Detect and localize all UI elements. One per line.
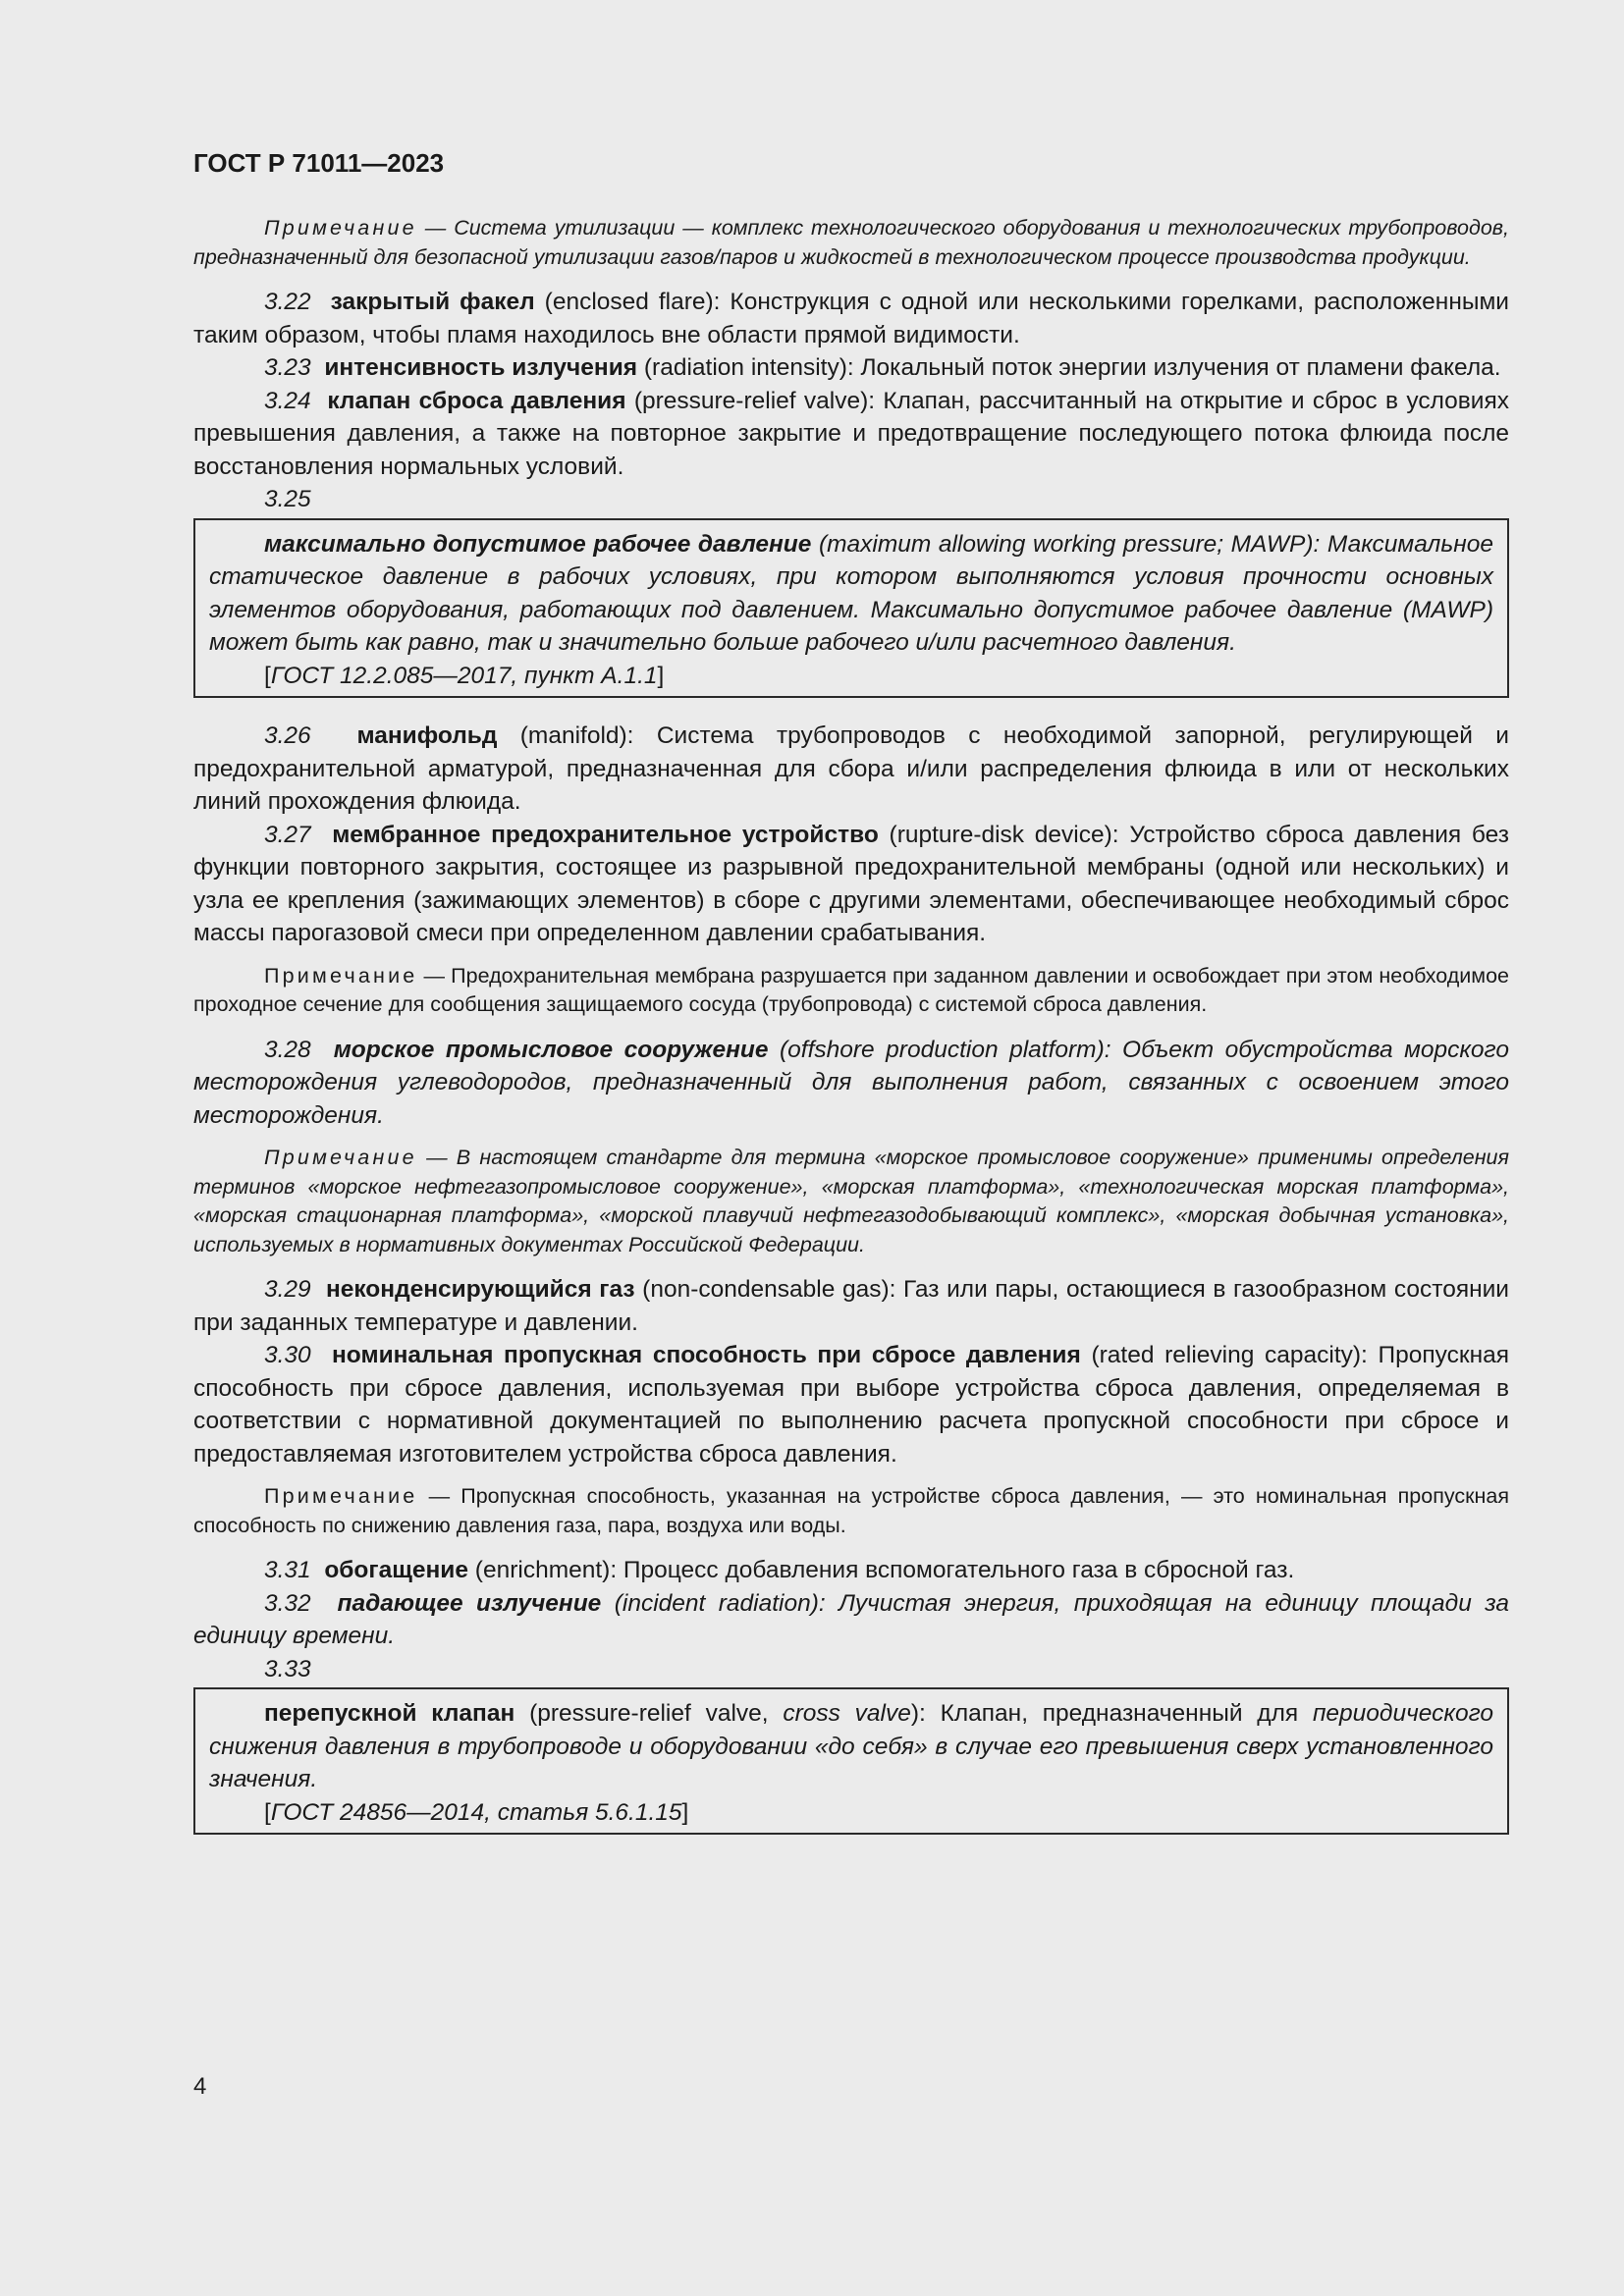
term-3-29	[193, 1273, 1509, 1339]
note-label: Примечание	[264, 1146, 417, 1169]
term-title: номинальная пропускная способность при сбросе давления	[332, 1342, 1081, 1368]
page-content	[193, 143, 1509, 1835]
term-title: перепускной клапан	[264, 1700, 515, 1727]
term-3-23	[193, 351, 1509, 385]
term-number: 3.28	[264, 1036, 311, 1063]
term-number: 3.33	[264, 1655, 311, 1682]
term-3-28	[193, 1034, 1509, 1133]
term-definition: (non-condensable gas): Газ или пары, остающиеся в газообразном состоянии при заданных температуре и давлении.	[193, 1276, 1509, 1336]
term-number: 3.31	[264, 1557, 311, 1583]
term-definition: (manifold): Система трубопроводов с необходимой запорной, регулирующей и предохранительной арматурой, предназначенная для сбора и/или распределения флюида в или от нескольких линий прохождения флюида.	[193, 722, 1509, 815]
term-3-25-box	[193, 518, 1509, 699]
term-3-27	[193, 819, 1509, 950]
term-definition-c: ): Клапан, предназначенный для	[910, 1700, 1313, 1727]
term-definition: (pressure-relief valve): Клапан, рассчитанный на открытие и сброс в условиях превышения давления, а также на повторное закрытие и предотвращение последующего потока флюида после восстановления нормальных условий.	[193, 387, 1509, 480]
note-3-27	[193, 962, 1509, 1020]
term-definition: (rated relieving capacity): Пропускная способность при сбросе давления, используемая при выборе устройства сброса давления, определяемая в соответствии с нормативной документацией по выполнению расчета пропускной способности при сбросе и предоставляемая изготовителем устройства сброса давления.	[193, 1342, 1509, 1468]
ref-bracket-open: [	[264, 662, 271, 689]
term-definition: (enclosed flare): Конструкция с одной или несколькими горелками, расположенными таким образом, чтобы пламя находилось вне области прямой видимости.	[193, 289, 1509, 348]
page-number: 4	[193, 2073, 207, 2100]
note-label: Примечание	[264, 1484, 418, 1508]
note-3-28	[193, 1144, 1509, 1259]
term-title: неконденсирующийся газ	[325, 1276, 635, 1303]
note-3-30	[193, 1482, 1509, 1540]
note-system	[193, 214, 1509, 272]
term-3-25-reference	[209, 660, 1493, 693]
ref-bracket-close: ]	[657, 662, 665, 689]
term-number: 3.32	[264, 1589, 311, 1617]
note-text: — В настоящем стандарте для термина «морское промысловое сооружение» применимы определения терминов «морское нефтегазопромысловое сооружение», «морская платформа», «технологическая морская платформа», «морская стационарная платформа», «морской плавучий нефтегазодобывающий комплекс», «морская добычная установка», используемых в нормативных документах Российской Федерации.	[193, 1146, 1509, 1256]
term-title: мембранное предохранительное устройство	[332, 821, 879, 848]
term-3-26	[193, 720, 1509, 819]
term-3-25	[209, 528, 1493, 660]
term-title: обогащение	[324, 1557, 468, 1583]
term-number: 3.30	[264, 1342, 311, 1368]
term-number: 3.22	[264, 289, 311, 315]
term-title: закрытый факел	[330, 289, 535, 315]
term-number: 3.24	[264, 387, 311, 414]
term-definition: (enrichment): Процесс добавления вспомогательного газа в сбросной газ.	[468, 1557, 1295, 1583]
note-text: — Пропускная способность, указанная на устройстве сброса давления, — это номинальная пропускная способность по снижению давления газа, пара, воздуха или воды.	[193, 1484, 1509, 1537]
term-number: 3.27	[264, 821, 311, 848]
note-text: — Предохранительная мембрана разрушается при заданном давлении и освобождает при этом необходимое проходное сечение для сообщения защищаемого сосуда (трубопровода) с системой сброса давления.	[193, 963, 1509, 1016]
term-definition: (maximum allowing working pressure; MAWP): Максимальное статическое давление в рабочих условиях, при котором выполняются условия прочности основных элементов оборудования, работающих под давлением. Максимально допустимое рабочее давление (MAWP) может быть как равно, так и значительно больше рабочего и/или расчетного давления.	[209, 530, 1493, 656]
term-3-25-number	[193, 483, 1509, 516]
term-title: падающее излучение	[337, 1589, 602, 1617]
term-3-33-box	[193, 1687, 1509, 1835]
term-number: 3.29	[264, 1276, 311, 1303]
term-3-33	[209, 1697, 1493, 1796]
term-definition: (incident radiation): Лучистая энергия, приходящая на единицу площади за единицу времени.	[193, 1589, 1509, 1649]
term-definition: (offshore production platform): Объект обустройства морского месторождения углеводородов, предназначенный для выполнения работ, связанных с освоением этого месторождения.	[193, 1036, 1509, 1129]
term-3-33-number	[193, 1653, 1509, 1686]
term-title: морское промысловое сооружение	[333, 1036, 769, 1063]
ref-bracket-open: [	[264, 1798, 271, 1826]
term-3-30	[193, 1339, 1509, 1470]
note-label: Примечание	[264, 963, 418, 988]
reference-text: ГОСТ 24856—2014, статья 5.6.1.15	[270, 1798, 682, 1826]
term-definition-b: cross valve	[783, 1700, 911, 1727]
term-title: интенсивность излучения	[324, 354, 638, 381]
term-number: 3.23	[264, 354, 311, 381]
term-title: манифольд	[356, 722, 498, 749]
term-number: 3.25	[264, 486, 311, 512]
ref-bracket-close: ]	[681, 1798, 689, 1826]
reference-text: ГОСТ 12.2.085—2017, пункт А.1.1	[270, 662, 658, 689]
term-title: клапан сброса давления	[327, 387, 626, 414]
term-definition: (radiation intensity): Локальный поток энергии излучения от пламени факела.	[637, 354, 1501, 381]
term-3-31	[193, 1554, 1509, 1587]
term-3-22	[193, 286, 1509, 351]
term-title: максимально допустимое рабочее давление	[264, 530, 812, 558]
term-number: 3.26	[264, 722, 311, 749]
term-definition-a: (pressure-relief valve,	[514, 1700, 784, 1727]
term-3-33-reference	[209, 1796, 1493, 1830]
note-text: — Система утилизации — комплекс технологического оборудования и технологических трубопроводов, предназначенный для безопасной утилизации газов/паров и жидкостей в технологическом процессе производства продукции.	[193, 216, 1509, 269]
document-header: ГОСТ Р 71011—2023	[193, 148, 445, 178]
term-3-32	[193, 1587, 1509, 1653]
term-3-24	[193, 385, 1509, 484]
note-label: Примечание	[264, 216, 417, 240]
term-definition: (rupture-disk device): Устройство сброса давления без функции повторного закрытия, состоящее из разрывной предохранительной мембраны (одной или нескольких) и узла ее крепления (зажимающих элементов) в сборе с другими элементами, обеспечивающее необходимый сброс массы парогазовой смеси при определенном давлении срабатывания.	[193, 821, 1509, 946]
term-definition-d: периодического снижения давления в трубопроводе и оборудовании «до себя» в случае его превышения сверх установленного значения.	[209, 1700, 1493, 1792]
